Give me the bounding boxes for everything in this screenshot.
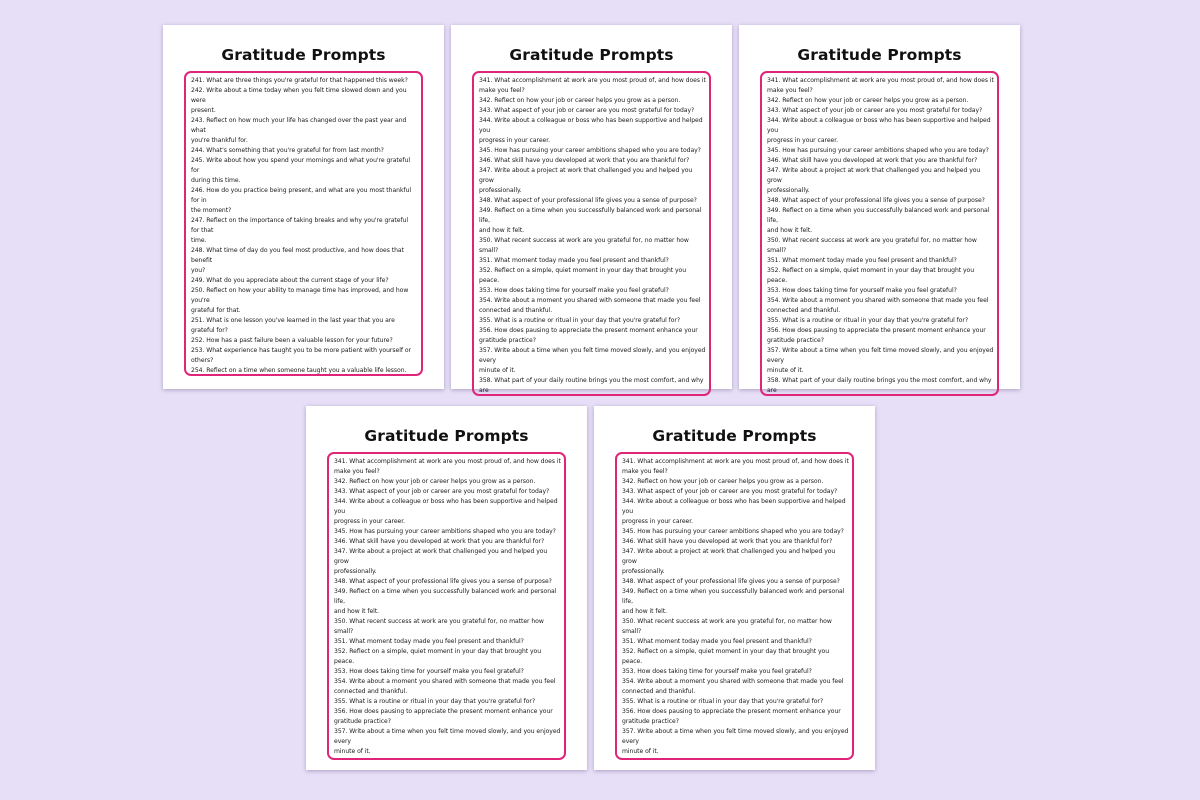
prompt-item: 348. What aspect of your professional life gives you a sense of purpose? <box>479 197 697 204</box>
prompt-list <box>191 76 418 376</box>
prompt-item: 344. Write about a colleague or boss who has been supportive and helped you progress in your career. <box>622 498 846 525</box>
prompt-item: 353. How does taking time for yourself make you feel grateful? <box>334 668 524 675</box>
prompt-box <box>472 71 711 396</box>
page-title: Gratitude Prompts <box>364 427 529 445</box>
prompt-item: 349. Reflect on a time when you successfully balanced work and personal life, and how it felt. <box>479 207 702 234</box>
prompt-box <box>327 452 566 760</box>
prompt-list <box>479 76 706 396</box>
prompt-item: 342. Reflect on how your job or career helps you grow as a person. <box>622 478 824 485</box>
page-title: Gratitude Prompts <box>652 427 817 445</box>
prompt-item: 248. What time of day do you feel most productive, and how does that benefit you? <box>191 247 404 274</box>
prompt-item: 246. How do you practice being present, and what are you most thankful for in the moment? <box>191 187 411 214</box>
prompt-item: 348. What aspect of your professional life gives you a sense of purpose? <box>767 197 985 204</box>
prompt-item: 351. What moment today made you feel present and thankful? <box>479 257 669 264</box>
prompt-item: 343. What aspect of your job or career are you most grateful for today? <box>334 488 550 495</box>
prompt-item: 346. What skill have you developed at work that you are thankful for? <box>622 538 833 545</box>
prompt-item: 341. What accomplishment at work are you most proud of, and how does it make you feel? <box>334 458 561 475</box>
prompt-item: 354. Write about a moment you shared with someone that made you feel connected and thankful. <box>334 678 556 695</box>
prompt-item: 250. Reflect on how your ability to manage time has improved, and how you're grateful for that. <box>191 287 409 314</box>
worksheet-page-3 <box>739 25 1020 394</box>
prompt-item: 344. Write about a colleague or boss who has been supportive and helped you progress in your career. <box>479 117 703 144</box>
prompt-item: 351. What moment today made you feel present and thankful? <box>622 638 812 645</box>
prompt-item: 355. What is a routine or ritual in your day that you're grateful for? <box>622 698 824 705</box>
prompt-item: 353. How does taking time for yourself make you feel grateful? <box>479 287 669 294</box>
prompt-item: 345. How has pursuing your career ambitions shaped who you are today? <box>479 147 701 154</box>
prompt-item: 346. What skill have you developed at work that you are thankful for? <box>334 538 545 545</box>
prompt-item: 356. How does pausing to appreciate the present moment enhance your gratitude practice? <box>479 327 698 344</box>
worksheet-page-4 <box>306 406 587 770</box>
prompt-item: 342. Reflect on how your job or career helps you grow as a person. <box>479 97 681 104</box>
prompt-item: 350. What recent success at work are you grateful for, no matter how small? <box>622 618 834 635</box>
prompt-item: 343. What aspect of your job or career are you most grateful for today? <box>622 488 838 495</box>
prompt-item: 343. What aspect of your job or career are you most grateful for today? <box>767 107 983 114</box>
prompt-item: 347. Write about a project at work that challenged you and helped you grow professionally. <box>767 167 981 194</box>
prompt-list <box>767 76 994 396</box>
page-title: Gratitude Prompts <box>221 46 386 64</box>
prompt-item: 349. Reflect on a time when you successfully balanced work and personal life, and how it felt. <box>622 588 845 615</box>
prompt-list <box>334 457 561 760</box>
prompt-item: 254. Reflect on a time when someone taught you a valuable life lesson. <box>191 367 407 374</box>
prompt-item: 352. Reflect on a simple, quiet moment in your day that brought you peace. <box>622 648 831 665</box>
prompt-item: 348. What aspect of your professional life gives you a sense of purpose? <box>622 578 840 585</box>
prompt-item: 358. What part of your daily routine brings you the most comfort, and why are <box>479 377 704 394</box>
prompt-item: 356. How does pausing to appreciate the present moment enhance your gratitude practice? <box>767 327 986 344</box>
prompt-item: 356. How does pausing to appreciate the present moment enhance your gratitude practice? <box>622 708 841 725</box>
prompt-item: 353. How does taking time for yourself make you feel grateful? <box>767 287 957 294</box>
prompt-item: 341. What accomplishment at work are you most proud of, and how does it make you feel? <box>479 77 706 94</box>
prompt-item: 344. Write about a colleague or boss who has been supportive and helped you progress in your career. <box>767 117 991 144</box>
prompt-item: 347. Write about a project at work that challenged you and helped you grow professionally. <box>622 548 836 575</box>
page-title: Gratitude Prompts <box>509 46 674 64</box>
prompt-item: 350. What recent success at work are you grateful for, no matter how small? <box>334 618 546 635</box>
prompt-item: 354. Write about a moment you shared with someone that made you feel connected and thankful. <box>767 297 989 314</box>
prompt-item: 351. What moment today made you feel present and thankful? <box>334 638 524 645</box>
prompt-item: 347. Write about a project at work that challenged you and helped you grow professionally. <box>334 548 548 575</box>
worksheet-page-5 <box>594 406 875 770</box>
prompt-item: 251. What is one lesson you've learned in the last year that you are grateful for? <box>191 317 397 334</box>
prompt-item: 355. What is a routine or ritual in your day that you're grateful for? <box>767 317 969 324</box>
prompt-item: 341. What accomplishment at work are you most proud of, and how does it make you feel? <box>622 458 849 475</box>
prompt-box <box>760 71 999 396</box>
prompt-item: 247. Reflect on the importance of taking breaks and why you're grateful for that time. <box>191 217 409 244</box>
prompt-list <box>622 457 849 760</box>
prompt-item: 242. Write about a time today when you felt time slowed down and you were present. <box>191 87 407 114</box>
prompt-item: 347. Write about a project at work that challenged you and helped you grow professionally. <box>479 167 693 194</box>
prompt-item: 350. What recent success at work are you grateful for, no matter how small? <box>479 237 691 254</box>
prompt-item: 350. What recent success at work are you grateful for, no matter how small? <box>767 237 979 254</box>
prompt-item: 357. Write about a time when you felt time moved slowly, and you enjoyed every minute of it. <box>334 728 561 755</box>
prompt-item: 346. What skill have you developed at work that you are thankful for? <box>767 157 978 164</box>
prompt-item: 357. Write about a time when you felt time moved slowly, and you enjoyed every minute of it. <box>479 347 706 374</box>
prompt-item <box>334 757 561 760</box>
prompt-item: 344. Write about a colleague or boss who has been supportive and helped you progress in your career. <box>334 498 558 525</box>
prompt-item: 342. Reflect on how your job or career helps you grow as a person. <box>334 478 536 485</box>
prompt-item: 252. How has a past failure been a valuable lesson for your future? <box>191 337 393 344</box>
prompt-item: 358. What part of your daily routine brings you the most comfort, and why are <box>767 377 992 394</box>
prompt-item: 354. Write about a moment you shared with someone that made you feel connected and thankful. <box>479 297 701 314</box>
prompt-item: 345. How has pursuing your career ambitions shaped who you are today? <box>334 528 556 535</box>
prompt-item: 351. What moment today made you feel present and thankful? <box>767 257 957 264</box>
prompt-item: 355. What is a routine or ritual in your day that you're grateful for? <box>334 698 536 705</box>
prompt-item: 352. Reflect on a simple, quiet moment in your day that brought you peace. <box>767 267 976 284</box>
prompt-item: 357. Write about a time when you felt time moved slowly, and you enjoyed every minute of it. <box>767 347 994 374</box>
prompt-item: 352. Reflect on a simple, quiet moment in your day that brought you peace. <box>334 648 543 665</box>
prompt-item <box>622 757 849 760</box>
prompt-item: 349. Reflect on a time when you successfully balanced work and personal life, and how it felt. <box>767 207 990 234</box>
prompt-item: 243. Reflect on how much your life has changed over the past year and what you're thankful for. <box>191 117 407 144</box>
prompt-item: 245. Write about how you spend your mornings and what you're grateful for during this time. <box>191 157 410 184</box>
prompt-item: 345. How has pursuing your career ambitions shaped who you are today? <box>622 528 844 535</box>
prompt-item: 353. How does taking time for yourself make you feel grateful? <box>622 668 812 675</box>
prompt-box <box>615 452 854 760</box>
worksheet-page-1 <box>163 25 444 389</box>
prompt-item: 357. Write about a time when you felt time moved slowly, and you enjoyed every minute of it. <box>622 728 849 755</box>
prompt-item: 343. What aspect of your job or career are you most grateful for today? <box>479 107 695 114</box>
prompt-box <box>184 71 423 376</box>
prompt-item: 345. How has pursuing your career ambitions shaped who you are today? <box>767 147 989 154</box>
prompt-item: 348. What aspect of your professional life gives you a sense of purpose? <box>334 578 552 585</box>
prompt-item: 349. Reflect on a time when you successfully balanced work and personal life, and how it felt. <box>334 588 557 615</box>
prompt-item: 341. What accomplishment at work are you most proud of, and how does it make you feel? <box>767 77 994 94</box>
prompt-item: 244. What's something that you're grateful for from last month? <box>191 147 384 154</box>
page-title: Gratitude Prompts <box>797 46 962 64</box>
prompt-item: 346. What skill have you developed at work that you are thankful for? <box>479 157 690 164</box>
worksheet-page-2 <box>451 25 732 394</box>
prompt-item: 352. Reflect on a simple, quiet moment in your day that brought you peace. <box>479 267 688 284</box>
prompt-item: 356. How does pausing to appreciate the present moment enhance your gratitude practice? <box>334 708 553 725</box>
prompt-item: 342. Reflect on how your job or career helps you grow as a person. <box>767 97 969 104</box>
prompt-item: 241. What are three things you're grateful for that happened this week? <box>191 77 408 84</box>
prompt-item: 253. What experience has taught you to be more patient with yourself or others? <box>191 347 413 364</box>
prompt-item: 355. What is a routine or ritual in your day that you're grateful for? <box>479 317 681 324</box>
prompt-item: 249. What do you appreciate about the current stage of your life? <box>191 277 389 284</box>
prompt-item: 354. Write about a moment you shared with someone that made you feel connected and thankful. <box>622 678 844 695</box>
